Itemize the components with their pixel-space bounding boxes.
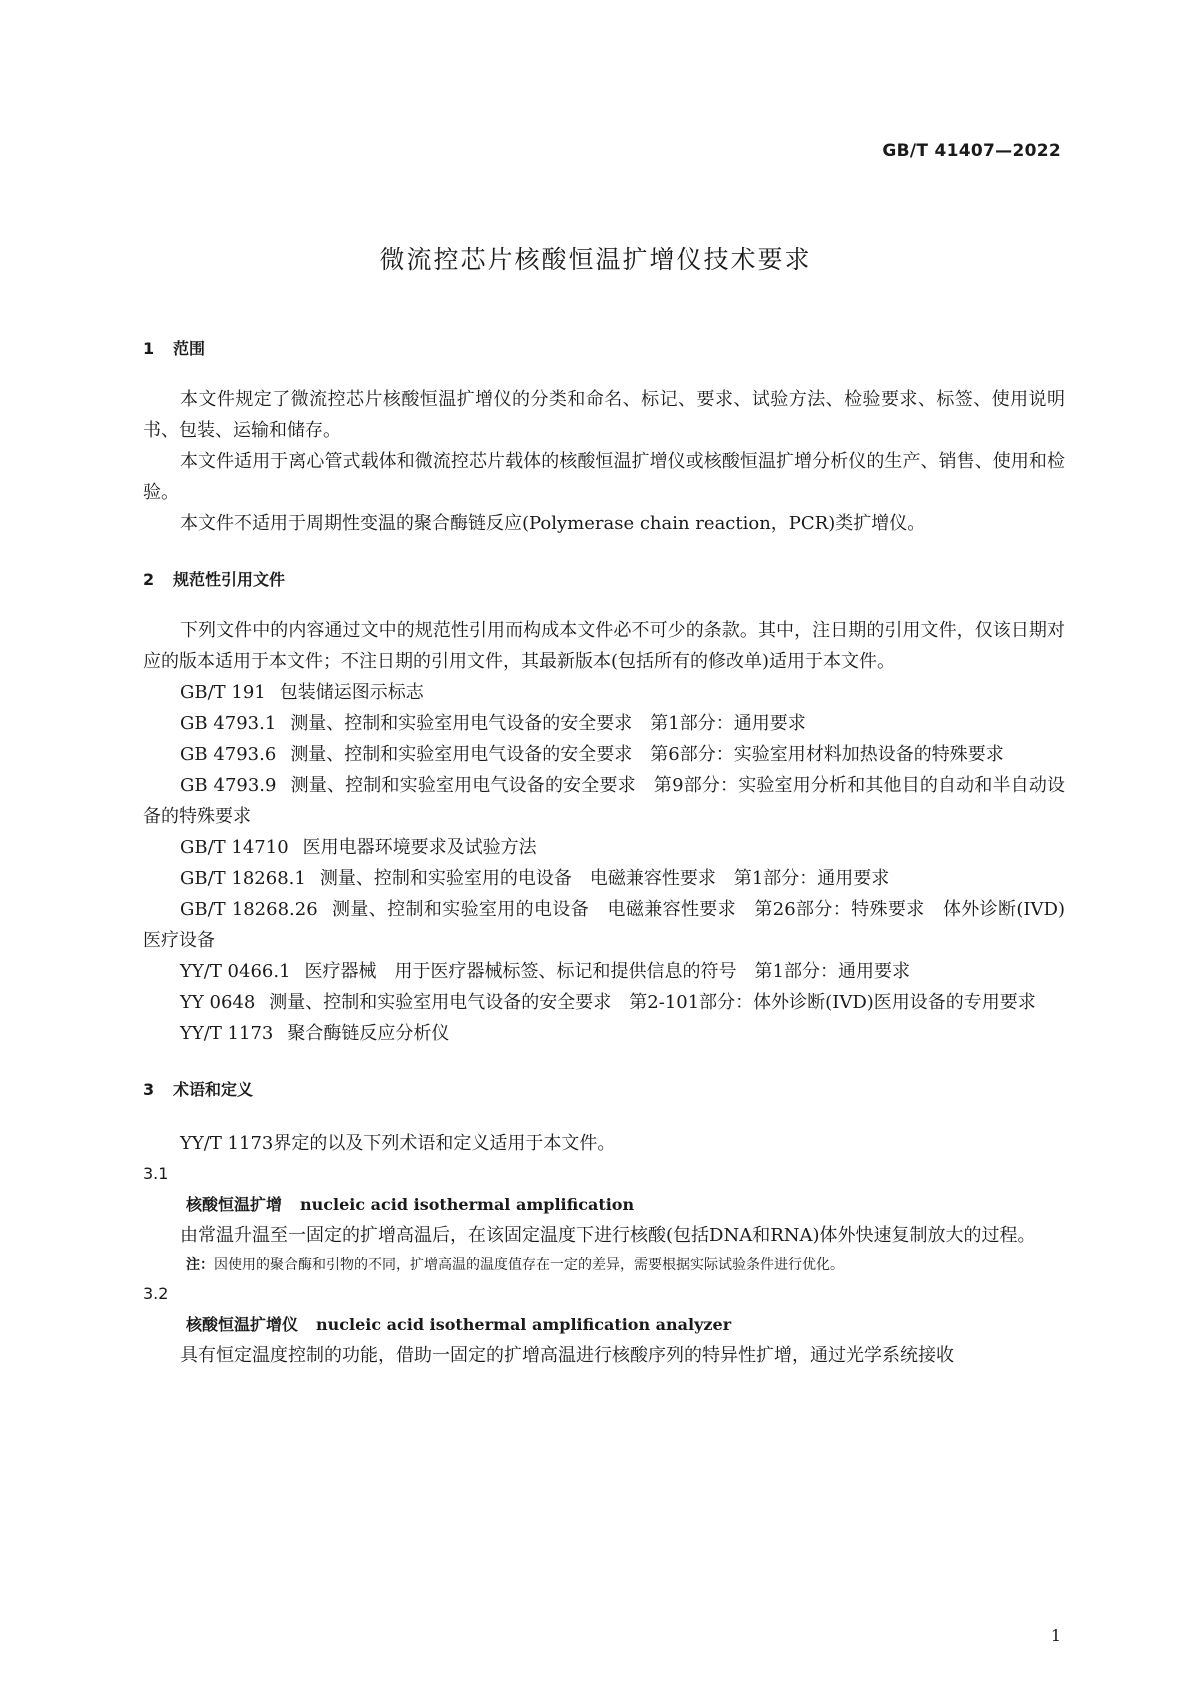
reference-code: YY/T 0466.1 (180, 961, 291, 982)
reference-item (143, 987, 1065, 1018)
reference-item (143, 832, 1065, 863)
reference-title: 测量、控制和实验室用电气设备的安全要求 第1部分：通用要求 (290, 713, 806, 734)
page-number: 1 (1050, 1626, 1061, 1645)
reference-item (143, 894, 1065, 956)
term-en: nucleic acid isothermal amplification analyzer (316, 1315, 732, 1334)
section-heading-terms-and-definitions (143, 1077, 1065, 1103)
paragraph: YY/T 1173界定的以及下列术语和定义适用于本文件。 (180, 1133, 616, 1154)
reference-title: 测量、控制和实验室用电气设备的安全要求 第9部分：实验室用分析和其他目的自动和半自动设备的特殊要求 (143, 775, 1066, 827)
reference-item (143, 739, 1065, 770)
term-definition: 由常温升温至一固定的扩增高温后，在该固定温度下进行核酸(包括DNA和RNA)体外快速复制放大的过程。 (180, 1225, 1036, 1246)
term-heading (143, 1189, 1065, 1220)
reference-item (143, 956, 1065, 987)
document-body (143, 336, 1065, 1371)
paragraph: 本文件规定了微流控芯片核酸恒温扩增仪的分类和命名、标记、要求、试验方法、检验要求、标签、使用说明书、包装、运输和储存。 (143, 389, 1065, 441)
reference-item (143, 708, 1065, 739)
reference-item (143, 770, 1065, 832)
term-number: 3.1 (143, 1164, 169, 1183)
term-number: 3.2 (143, 1284, 169, 1303)
term-cn: 核酸恒温扩增 (186, 1195, 283, 1214)
reference-title: 包装储运图示标志 (279, 682, 424, 703)
reference-title: 测量、控制和实验室用电气设备的安全要求 第2-101部分：体外诊断(IVD)医用设备的专用要求 (269, 992, 1036, 1013)
reference-item (143, 863, 1065, 894)
term-cn: 核酸恒温扩增仪 (186, 1315, 299, 1334)
reference-code: GB/T 14710 (180, 837, 289, 858)
term-en: nucleic acid isothermal amplification (300, 1195, 635, 1214)
section-number: 3 (143, 1080, 155, 1099)
reference-code: YY 0648 (180, 992, 256, 1013)
paragraph: 下列文件中的内容通过文中的规范性引用而构成本文件必不可少的条款。其中，注日期的引用文件，仅该日期对应的版本适用于本文件；不注日期的引用文件，其最新版本(包括所有的修改单)适用于本文件。 (143, 620, 1065, 672)
section-title: 规范性引用文件 (173, 570, 286, 589)
document-title: 微流控芯片核酸恒温扩增仪技术要求 (379, 245, 812, 274)
reference-code: GB 4793.6 (180, 744, 277, 765)
reference-item (143, 1018, 1065, 1049)
note-label: 注： (186, 1257, 214, 1273)
section-title: 术语和定义 (173, 1080, 254, 1099)
reference-code: GB/T 191 (180, 682, 266, 703)
reference-title: 测量、控制和实验室用电气设备的安全要求 第6部分：实验室用材料加热设备的特殊要求 (290, 744, 1004, 765)
paragraph: 本文件适用于离心管式载体和微流控芯片载体的核酸恒温扩增仪或核酸恒温扩增分析仪的生产、销售、使用和检验。 (143, 451, 1065, 503)
reference-title: 测量、控制和实验室用的电设备 电磁兼容性要求 第1部分：通用要求 (319, 868, 890, 889)
reference-title: 医用电器环境要求及试验方法 (302, 837, 537, 858)
reference-code: GB 4793.9 (180, 775, 277, 796)
paragraph: 本文件不适用于周期性变温的聚合酶链反应(Polymerase chain reaction，PCR)类扩增仪。 (180, 513, 926, 534)
term-heading (143, 1309, 1065, 1340)
reference-title: 医疗器械 用于医疗器械标签、标记和提供信息的符号 第1部分：通用要求 (304, 961, 910, 982)
section-heading-normative-references (143, 567, 1065, 593)
section-title: 范围 (173, 339, 206, 358)
section-heading-scope (143, 336, 1065, 362)
reference-code: GB/T 18268.1 (180, 868, 306, 889)
section-number: 1 (143, 339, 155, 358)
term-note (143, 1251, 1065, 1279)
standard-code: GB/T 41407—2022 (882, 141, 1061, 161)
term-definition: 具有恒定温度控制的功能，借助一固定的扩增高温进行核酸序列的特异性扩增，通过光学系统接收 (180, 1345, 954, 1366)
section-number: 2 (143, 570, 155, 589)
reference-code: GB/T 18268.26 (180, 899, 318, 920)
reference-item (143, 677, 1065, 708)
reference-title: 聚合酶链反应分析仪 (287, 1023, 450, 1044)
reference-code: GB 4793.1 (180, 713, 277, 734)
reference-title: 测量、控制和实验室用的电设备 电磁兼容性要求 第26部分：特殊要求 体外诊断(IVD)医疗设备 (143, 899, 1065, 951)
note-text: 因使用的聚合酶和引物的不同，扩增高温的温度值存在一定的差异，需要根据实际试验条件进行优化。 (214, 1257, 844, 1273)
reference-code: YY/T 1173 (180, 1023, 274, 1044)
